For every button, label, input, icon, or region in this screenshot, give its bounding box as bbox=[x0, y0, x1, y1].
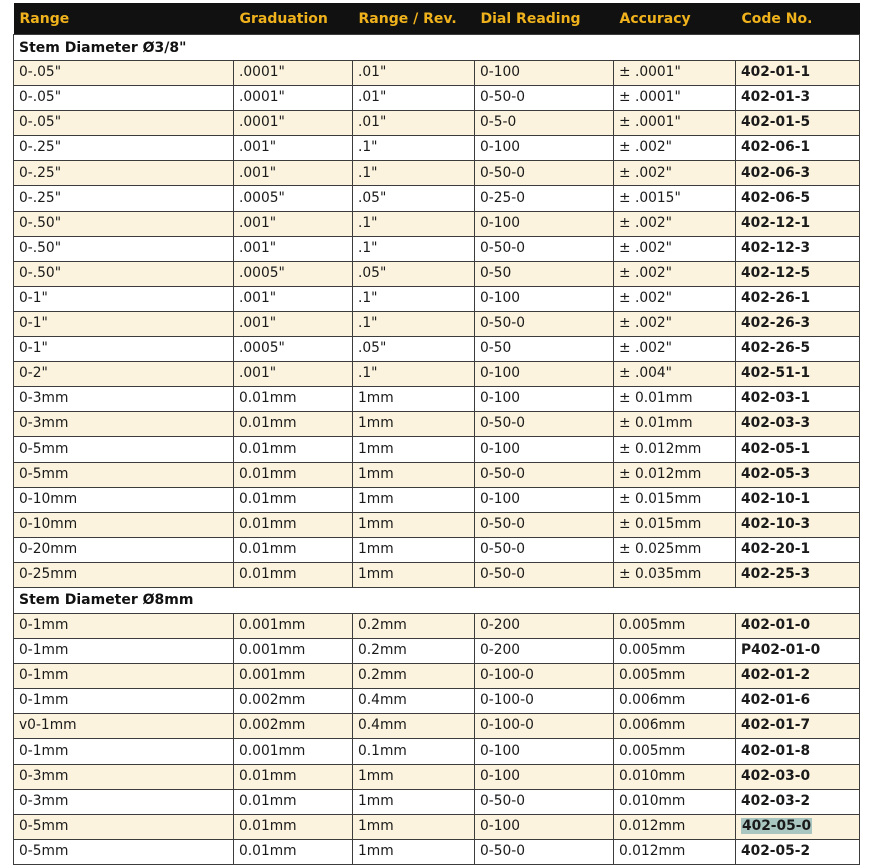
range-per-rev-cell: 0.4mm bbox=[353, 689, 475, 714]
accuracy-cell: ± 0.01mm bbox=[614, 412, 736, 437]
table-row bbox=[14, 311, 860, 336]
range-per-rev-cell: 0.2mm bbox=[353, 613, 475, 638]
code-no-cell: 402-06-5 bbox=[736, 186, 860, 211]
table-body bbox=[14, 35, 860, 865]
accuracy-cell: ± .002" bbox=[614, 261, 736, 286]
dial-reading-cell: 0-100 bbox=[475, 387, 614, 412]
code-no-cell: 402-12-5 bbox=[736, 261, 860, 286]
header-row bbox=[14, 3, 860, 35]
dial-reading-cell: 0-50-0 bbox=[475, 161, 614, 186]
range-cell: 0-20mm bbox=[14, 537, 234, 562]
range-cell: 0-25mm bbox=[14, 562, 234, 587]
range-cell: 0-1" bbox=[14, 286, 234, 311]
range-per-rev-cell: 1mm bbox=[353, 789, 475, 814]
accuracy-cell: 0.006mm bbox=[614, 689, 736, 714]
dial-reading-cell: 0-50-0 bbox=[475, 462, 614, 487]
range-cell: 0-.25" bbox=[14, 161, 234, 186]
accuracy-cell: ± .002" bbox=[614, 311, 736, 336]
table-row bbox=[14, 714, 860, 739]
table-row bbox=[14, 764, 860, 789]
table-row bbox=[14, 437, 860, 462]
dial-reading-cell: 0-100 bbox=[475, 362, 614, 387]
graduation-cell: .001" bbox=[234, 211, 353, 236]
range-cell: 0-10mm bbox=[14, 512, 234, 537]
graduation-cell: 0.002mm bbox=[234, 714, 353, 739]
accuracy-cell: ± 0.012mm bbox=[614, 437, 736, 462]
graduation-cell: 0.01mm bbox=[234, 839, 353, 864]
accuracy-cell: 0.005mm bbox=[614, 664, 736, 689]
range-per-rev-cell: .1" bbox=[353, 161, 475, 186]
code-no-cell: 402-03-1 bbox=[736, 387, 860, 412]
range-cell: 0-.25" bbox=[14, 186, 234, 211]
table-row bbox=[14, 387, 860, 412]
range-cell: 0-1mm bbox=[14, 639, 234, 664]
graduation-cell: .0005" bbox=[234, 337, 353, 362]
range-per-rev-cell: 1mm bbox=[353, 562, 475, 587]
dial-reading-cell: 0-100-0 bbox=[475, 714, 614, 739]
table-row bbox=[14, 664, 860, 689]
range-cell: 0-3mm bbox=[14, 387, 234, 412]
graduation-cell: 0.01mm bbox=[234, 487, 353, 512]
range-cell: 0-5mm bbox=[14, 839, 234, 864]
range-per-rev-cell: 1mm bbox=[353, 764, 475, 789]
accuracy-cell: ± .002" bbox=[614, 211, 736, 236]
accuracy-cell: ± 0.01mm bbox=[614, 387, 736, 412]
dial-reading-cell: 0-100-0 bbox=[475, 689, 614, 714]
dial-reading-cell: 0-100 bbox=[475, 739, 614, 764]
column-header-accuracy: Accuracy bbox=[614, 3, 736, 35]
accuracy-cell: ± .002" bbox=[614, 286, 736, 311]
accuracy-cell: 0.005mm bbox=[614, 639, 736, 664]
range-per-rev-cell: 1mm bbox=[353, 387, 475, 412]
accuracy-cell: ± .002" bbox=[614, 161, 736, 186]
graduation-cell: .001" bbox=[234, 236, 353, 261]
code-no-cell: 402-10-3 bbox=[736, 512, 860, 537]
table-row bbox=[14, 537, 860, 562]
accuracy-cell: 0.006mm bbox=[614, 714, 736, 739]
code-no-cell: 402-12-3 bbox=[736, 236, 860, 261]
range-cell: 0-5mm bbox=[14, 462, 234, 487]
code-no-cell: 402-01-6 bbox=[736, 689, 860, 714]
range-cell: 0-3mm bbox=[14, 764, 234, 789]
graduation-cell: .001" bbox=[234, 311, 353, 336]
dial-reading-cell: 0-100 bbox=[475, 814, 614, 839]
table-row bbox=[14, 286, 860, 311]
dial-reading-cell: 0-25-0 bbox=[475, 186, 614, 211]
range-per-rev-cell: .1" bbox=[353, 136, 475, 161]
accuracy-cell: 0.012mm bbox=[614, 839, 736, 864]
table-row bbox=[14, 689, 860, 714]
column-header-dial-reading: Dial Reading bbox=[475, 3, 614, 35]
graduation-cell: 0.01mm bbox=[234, 437, 353, 462]
graduation-cell: .001" bbox=[234, 286, 353, 311]
code-no-cell: 402-01-7 bbox=[736, 714, 860, 739]
table-row bbox=[14, 562, 860, 587]
range-cell: 0-1mm bbox=[14, 613, 234, 638]
dial-reading-cell: 0-100 bbox=[475, 437, 614, 462]
graduation-cell: .0005" bbox=[234, 186, 353, 211]
range-per-rev-cell: 0.4mm bbox=[353, 714, 475, 739]
graduation-cell: 0.01mm bbox=[234, 764, 353, 789]
table-row bbox=[14, 111, 860, 136]
dial-reading-cell: 0-5-0 bbox=[475, 111, 614, 136]
accuracy-cell: ± 0.015mm bbox=[614, 512, 736, 537]
column-header-range-per-rev: Range / Rev. bbox=[353, 3, 475, 35]
code-no-cell: 402-03-3 bbox=[736, 412, 860, 437]
range-per-rev-cell: 0.2mm bbox=[353, 639, 475, 664]
range-per-rev-cell: 0.1mm bbox=[353, 739, 475, 764]
code-no-cell: 402-51-1 bbox=[736, 362, 860, 387]
range-per-rev-cell: 1mm bbox=[353, 487, 475, 512]
range-per-rev-cell: 1mm bbox=[353, 412, 475, 437]
code-no-cell: 402-01-5 bbox=[736, 111, 860, 136]
section-title: Stem Diameter Ø8mm bbox=[14, 587, 860, 613]
range-per-rev-cell: .1" bbox=[353, 211, 475, 236]
range-per-rev-cell: .1" bbox=[353, 311, 475, 336]
dial-reading-cell: 0-100 bbox=[475, 286, 614, 311]
code-no-cell: 402-10-1 bbox=[736, 487, 860, 512]
range-cell: v0-1mm bbox=[14, 714, 234, 739]
section-title: Stem Diameter Ø3/8" bbox=[14, 35, 860, 61]
range-per-rev-cell: .01" bbox=[353, 61, 475, 86]
section-row bbox=[14, 587, 860, 613]
range-per-rev-cell: 1mm bbox=[353, 814, 475, 839]
code-no-cell: 402-03-0 bbox=[736, 764, 860, 789]
dial-reading-cell: 0-100 bbox=[475, 764, 614, 789]
graduation-cell: 0.01mm bbox=[234, 789, 353, 814]
code-no-cell: 402-26-5 bbox=[736, 337, 860, 362]
code-no-cell: 402-01-3 bbox=[736, 86, 860, 111]
dial-reading-cell: 0-50 bbox=[475, 261, 614, 286]
range-cell: 0-2" bbox=[14, 362, 234, 387]
graduation-cell: 0.01mm bbox=[234, 462, 353, 487]
accuracy-cell: ± .0001" bbox=[614, 111, 736, 136]
table-row bbox=[14, 362, 860, 387]
range-per-rev-cell: .01" bbox=[353, 86, 475, 111]
code-no-cell: P402-01-0 bbox=[736, 639, 860, 664]
graduation-cell: 0.001mm bbox=[234, 613, 353, 638]
table-row bbox=[14, 337, 860, 362]
code-no-cell: 402-26-1 bbox=[736, 286, 860, 311]
range-per-rev-cell: .05" bbox=[353, 261, 475, 286]
range-cell: 0-5mm bbox=[14, 437, 234, 462]
range-cell: 0-.50" bbox=[14, 211, 234, 236]
table-row bbox=[14, 839, 860, 864]
range-per-rev-cell: .05" bbox=[353, 337, 475, 362]
column-header-code-no: Code No. bbox=[736, 3, 860, 35]
dial-reading-cell: 0-50-0 bbox=[475, 236, 614, 261]
table-row bbox=[14, 462, 860, 487]
table-row bbox=[14, 186, 860, 211]
dial-reading-cell: 0-100 bbox=[475, 487, 614, 512]
accuracy-cell: 0.005mm bbox=[614, 613, 736, 638]
dial-reading-cell: 0-200 bbox=[475, 613, 614, 638]
graduation-cell: .0001" bbox=[234, 61, 353, 86]
graduation-cell: .001" bbox=[234, 362, 353, 387]
table-row bbox=[14, 136, 860, 161]
range-cell: 0-.05" bbox=[14, 61, 234, 86]
code-no-cell bbox=[736, 814, 860, 839]
graduation-cell: .001" bbox=[234, 136, 353, 161]
code-no-cell: 402-06-1 bbox=[736, 136, 860, 161]
dial-reading-cell: 0-100-0 bbox=[475, 664, 614, 689]
graduation-cell: 0.01mm bbox=[234, 562, 353, 587]
table-row bbox=[14, 161, 860, 186]
dial-reading-cell: 0-50-0 bbox=[475, 412, 614, 437]
range-per-rev-cell: .1" bbox=[353, 362, 475, 387]
code-no-cell: 402-01-1 bbox=[736, 61, 860, 86]
table-row bbox=[14, 236, 860, 261]
range-cell: 0-3mm bbox=[14, 789, 234, 814]
dial-reading-cell: 0-200 bbox=[475, 639, 614, 664]
range-cell: 0-1" bbox=[14, 337, 234, 362]
graduation-cell: 0.001mm bbox=[234, 664, 353, 689]
range-per-rev-cell: 0.2mm bbox=[353, 664, 475, 689]
graduation-cell: 0.002mm bbox=[234, 689, 353, 714]
graduation-cell: 0.01mm bbox=[234, 387, 353, 412]
column-header-range: Range bbox=[14, 3, 234, 35]
accuracy-cell: ± .004" bbox=[614, 362, 736, 387]
range-per-rev-cell: .1" bbox=[353, 236, 475, 261]
code-no-cell: 402-06-3 bbox=[736, 161, 860, 186]
table-row bbox=[14, 512, 860, 537]
table-row bbox=[14, 86, 860, 111]
table-row bbox=[14, 789, 860, 814]
range-per-rev-cell: .05" bbox=[353, 186, 475, 211]
code-no-cell: 402-01-8 bbox=[736, 739, 860, 764]
dial-reading-cell: 0-50-0 bbox=[475, 311, 614, 336]
range-cell: 0-5mm bbox=[14, 814, 234, 839]
range-cell: 0-.25" bbox=[14, 136, 234, 161]
range-per-rev-cell: .1" bbox=[353, 286, 475, 311]
range-cell: 0-1mm bbox=[14, 739, 234, 764]
accuracy-cell: 0.010mm bbox=[614, 789, 736, 814]
table-row bbox=[14, 639, 860, 664]
highlighted-code: 402-05-0 bbox=[742, 817, 812, 834]
accuracy-cell: ± .0001" bbox=[614, 86, 736, 111]
spec-table bbox=[13, 3, 860, 865]
code-no-cell: 402-05-3 bbox=[736, 462, 860, 487]
accuracy-cell: 0.012mm bbox=[614, 814, 736, 839]
range-cell: 0-1mm bbox=[14, 664, 234, 689]
table-row bbox=[14, 613, 860, 638]
graduation-cell: 0.001mm bbox=[234, 739, 353, 764]
accuracy-cell: ± .002" bbox=[614, 136, 736, 161]
range-per-rev-cell: 1mm bbox=[353, 437, 475, 462]
code-no-cell: 402-25-3 bbox=[736, 562, 860, 587]
graduation-cell: .0001" bbox=[234, 86, 353, 111]
range-cell: 0-.50" bbox=[14, 261, 234, 286]
graduation-cell: 0.01mm bbox=[234, 537, 353, 562]
range-per-rev-cell: 1mm bbox=[353, 537, 475, 562]
range-cell: 0-.05" bbox=[14, 111, 234, 136]
dial-reading-cell: 0-50 bbox=[475, 337, 614, 362]
table-row bbox=[14, 739, 860, 764]
dial-reading-cell: 0-50-0 bbox=[475, 839, 614, 864]
code-no-cell: 402-12-1 bbox=[736, 211, 860, 236]
range-cell: 0-.05" bbox=[14, 86, 234, 111]
code-no-cell: 402-05-2 bbox=[736, 839, 860, 864]
section-row bbox=[14, 35, 860, 61]
accuracy-cell: ± 0.012mm bbox=[614, 462, 736, 487]
accuracy-cell: ± .0001" bbox=[614, 61, 736, 86]
table-row bbox=[14, 487, 860, 512]
range-cell: 0-3mm bbox=[14, 412, 234, 437]
graduation-cell: 0.01mm bbox=[234, 412, 353, 437]
dial-reading-cell: 0-100 bbox=[475, 211, 614, 236]
table-header bbox=[14, 3, 860, 35]
dial-reading-cell: 0-50-0 bbox=[475, 789, 614, 814]
graduation-cell: .0005" bbox=[234, 261, 353, 286]
accuracy-cell: 0.005mm bbox=[614, 739, 736, 764]
accuracy-cell: ± 0.035mm bbox=[614, 562, 736, 587]
code-no-cell: 402-05-1 bbox=[736, 437, 860, 462]
range-cell: 0-.50" bbox=[14, 236, 234, 261]
accuracy-cell: ± .002" bbox=[614, 337, 736, 362]
graduation-cell: 0.01mm bbox=[234, 814, 353, 839]
range-per-rev-cell: .01" bbox=[353, 111, 475, 136]
table-row bbox=[14, 211, 860, 236]
graduation-cell: 0.001mm bbox=[234, 639, 353, 664]
code-no-cell: 402-01-2 bbox=[736, 664, 860, 689]
code-no-cell: 402-20-1 bbox=[736, 537, 860, 562]
table-row bbox=[14, 61, 860, 86]
dial-reading-cell: 0-50-0 bbox=[475, 562, 614, 587]
range-cell: 0-1" bbox=[14, 311, 234, 336]
accuracy-cell: ± .0015" bbox=[614, 186, 736, 211]
table-row bbox=[14, 814, 860, 839]
graduation-cell: 0.01mm bbox=[234, 512, 353, 537]
dial-reading-cell: 0-50-0 bbox=[475, 86, 614, 111]
range-per-rev-cell: 1mm bbox=[353, 839, 475, 864]
graduation-cell: .0001" bbox=[234, 111, 353, 136]
table-row bbox=[14, 261, 860, 286]
accuracy-cell: ± 0.015mm bbox=[614, 487, 736, 512]
column-header-graduation: Graduation bbox=[234, 3, 353, 35]
dial-reading-cell: 0-100 bbox=[475, 136, 614, 161]
code-no-cell: 402-01-0 bbox=[736, 613, 860, 638]
graduation-cell: .001" bbox=[234, 161, 353, 186]
range-cell: 0-1mm bbox=[14, 689, 234, 714]
range-cell: 0-10mm bbox=[14, 487, 234, 512]
code-no-cell: 402-03-2 bbox=[736, 789, 860, 814]
dial-reading-cell: 0-50-0 bbox=[475, 537, 614, 562]
range-per-rev-cell: 1mm bbox=[353, 512, 475, 537]
dial-reading-cell: 0-100 bbox=[475, 61, 614, 86]
accuracy-cell: ± 0.025mm bbox=[614, 537, 736, 562]
accuracy-cell: 0.010mm bbox=[614, 764, 736, 789]
accuracy-cell: ± .002" bbox=[614, 236, 736, 261]
dial-reading-cell: 0-50-0 bbox=[475, 512, 614, 537]
table-row bbox=[14, 412, 860, 437]
code-no-cell: 402-26-3 bbox=[736, 311, 860, 336]
range-per-rev-cell: 1mm bbox=[353, 462, 475, 487]
